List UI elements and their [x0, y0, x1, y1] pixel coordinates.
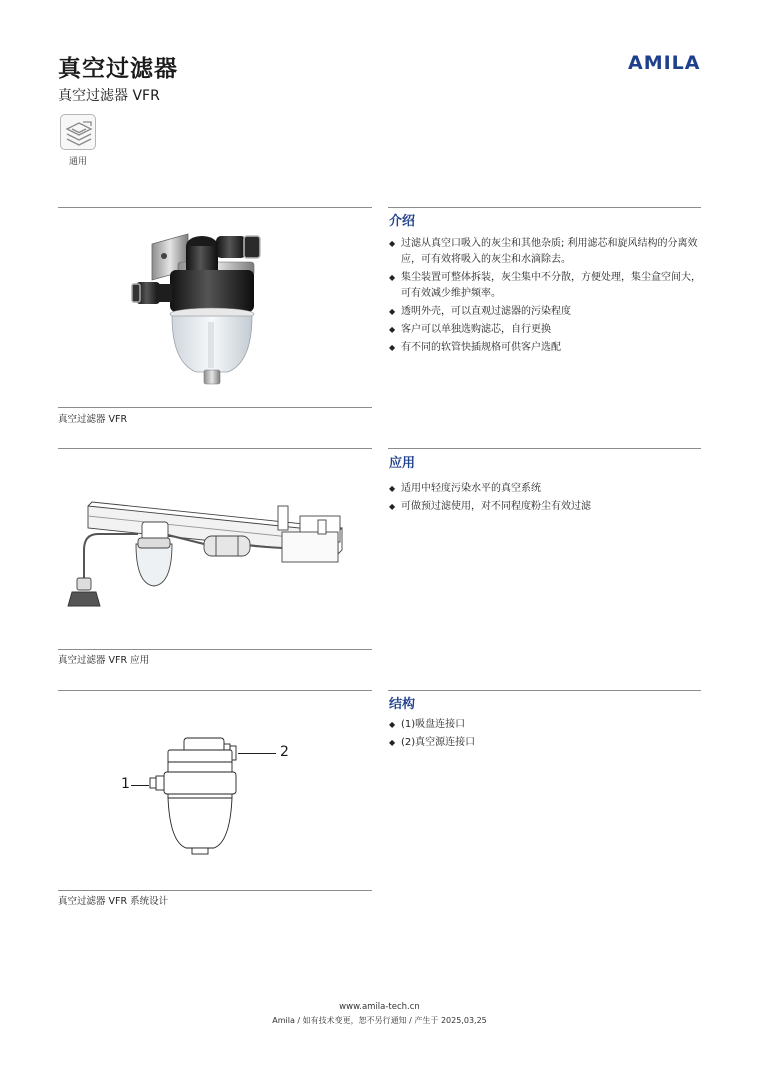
structure-caption: 真空过滤器 VFR 系统设计: [58, 896, 169, 907]
application-bullet: ◆ 适用中轻度污染水平的真空系统: [389, 481, 703, 497]
intro-text-rule-top: [388, 207, 701, 208]
intro-image-rule-bottom: [58, 407, 372, 408]
application-bullet: ◆ 可做预过滤使用，对不同程度粉尘有效过滤: [389, 499, 703, 515]
application-image-rule-top: [58, 448, 372, 449]
application-bullet-list: [389, 481, 703, 517]
page-title: 真空过滤器: [58, 56, 178, 82]
application-image-rule-bottom: [58, 649, 372, 650]
structure-image-rule-bottom: [58, 890, 372, 891]
port-1-label: 1: [121, 776, 130, 792]
structure-diagram: [138, 732, 268, 862]
intro-title: 介绍: [389, 214, 416, 229]
footer-website[interactable]: www.amila-tech.cn: [339, 1002, 420, 1012]
vacuum-filter-photo: [130, 222, 290, 392]
structure-text-rule-top: [388, 690, 701, 691]
intro-bullet: ◆ 透明外壳，可以直观过滤器的污染程度: [389, 304, 703, 320]
application-caption: 真空过滤器 VFR 应用: [58, 655, 150, 666]
intro-bullet: ◆ 过滤从真空口吸入的灰尘和其他杂质; 利用滤芯和旋风结构的分离效应，可有效将吸入的灰尘和水滴除去。: [389, 236, 703, 268]
application-diagram: [68, 494, 358, 624]
application-text-rule-top: [388, 448, 701, 449]
badge-label: 通用: [68, 157, 87, 167]
layers-icon: [61, 115, 97, 151]
page-subtitle: 真空过滤器 VFR: [58, 88, 160, 104]
footer-notice: Amila / 如有技术变更，恕不另行通知 / 产生于 2025,03,25: [272, 1016, 487, 1025]
structure-title: 结构: [389, 697, 416, 712]
intro-bullet: ◆ 客户可以单独选购滤芯，自行更换: [389, 322, 703, 338]
general-badge: [60, 114, 96, 150]
structure-bullet: ◆ (2)真空源连接口: [389, 735, 703, 751]
intro-bullet-list: [389, 236, 703, 358]
structure-bullet: ◆ (1)吸盘连接口: [389, 717, 703, 733]
intro-bullet: ◆ 集尘装置可整体拆装，灰尘集中不分散，方便处理，集尘盒空间大，可有效减少维护频率。: [389, 270, 703, 302]
intro-bullet: ◆ 有不同的软管快插规格可供客户选配: [389, 340, 703, 356]
port-2-leader: [238, 753, 276, 754]
port-1-leader: [131, 785, 149, 786]
brand-logo: AMILA: [628, 52, 701, 74]
intro-image-rule-top: [58, 207, 372, 208]
intro-caption: 真空过滤器 VFR: [58, 414, 128, 425]
application-title: 应用: [389, 456, 416, 471]
structure-image-rule-top: [58, 690, 372, 691]
port-2-label: 2: [280, 744, 289, 760]
structure-bullet-list: [389, 717, 703, 753]
